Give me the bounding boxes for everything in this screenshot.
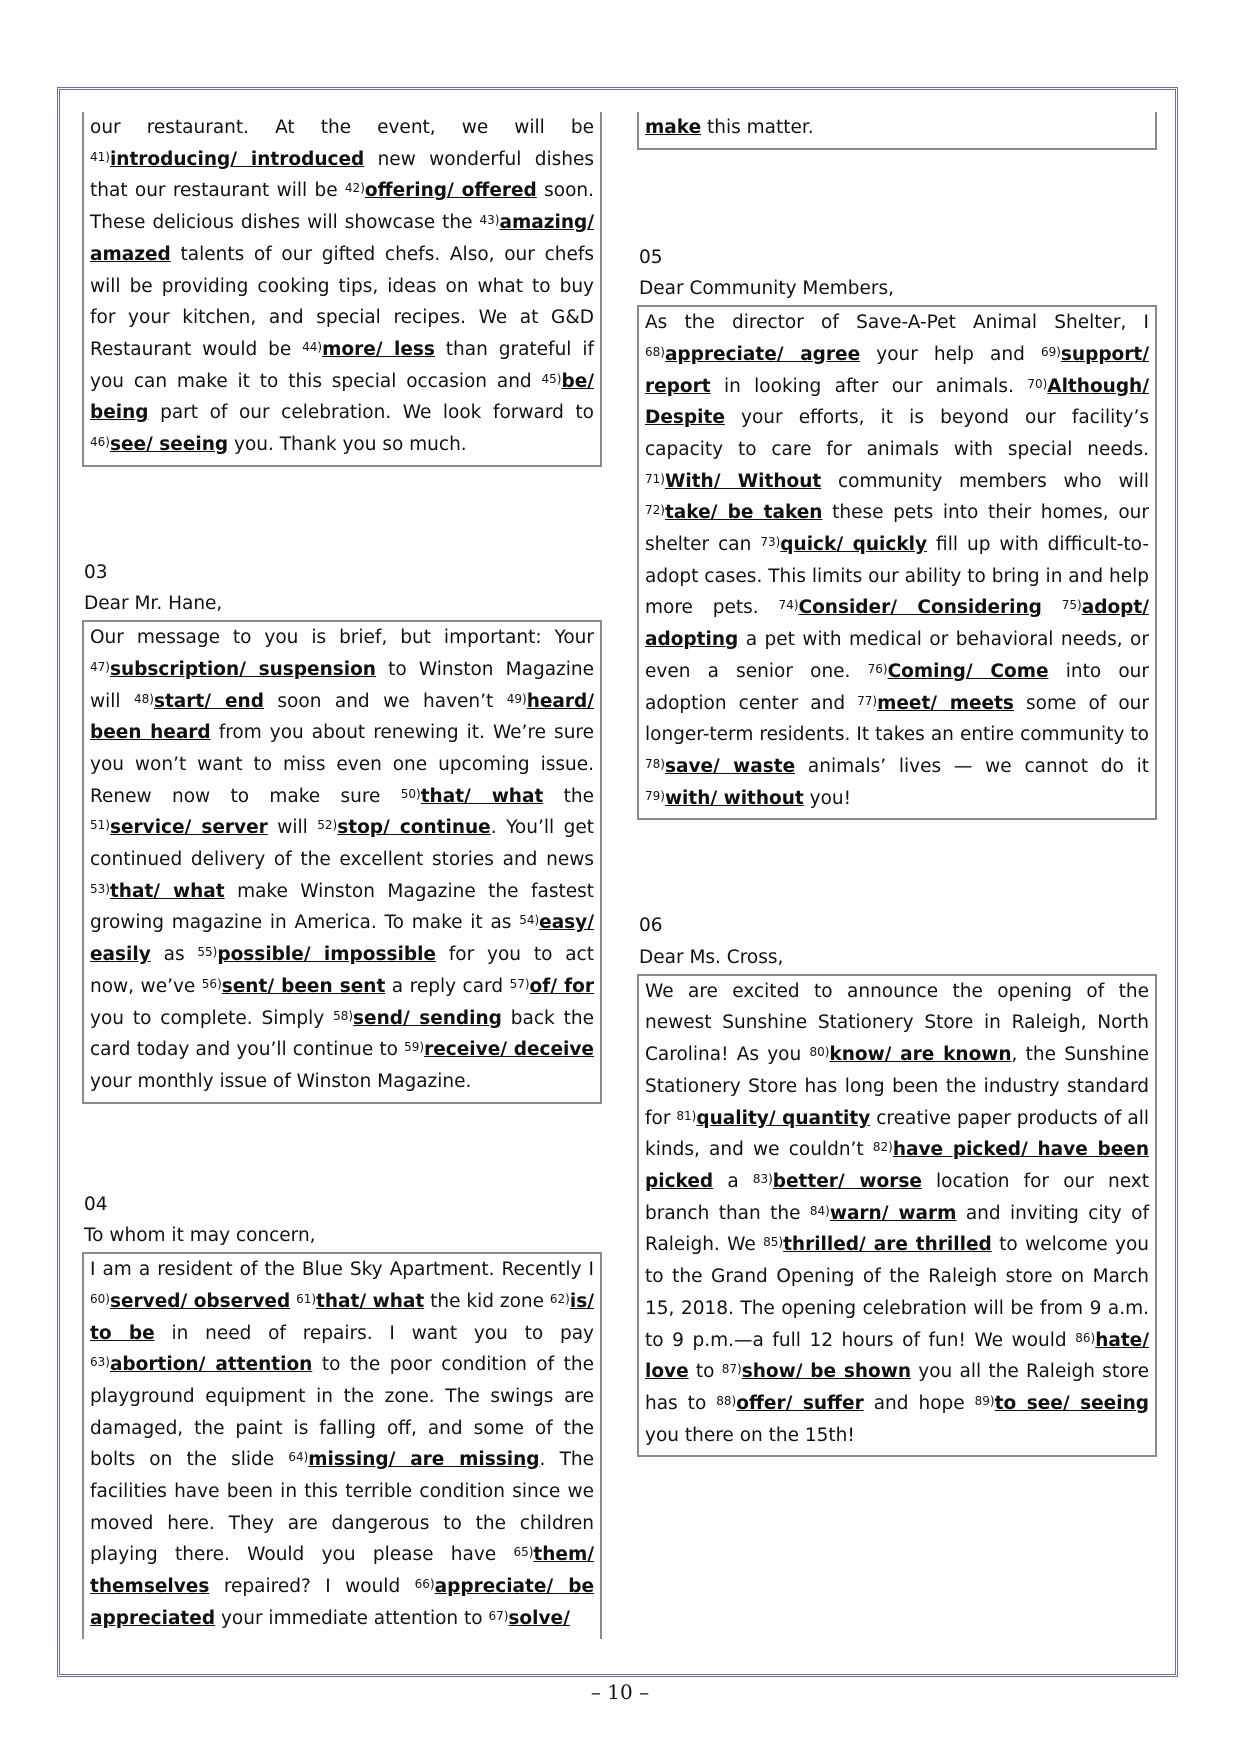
- question-number: 51): [90, 818, 110, 833]
- question-number: 60): [90, 1291, 110, 1306]
- body-text: creative paper products of all kinds, and we couldn’t: [645, 1107, 1149, 1161]
- question-number: 54): [519, 913, 540, 928]
- question-number: 69): [1040, 344, 1061, 359]
- question-number: 81): [676, 1108, 697, 1123]
- question-number: 73): [760, 535, 781, 550]
- question-number: 74): [778, 598, 799, 613]
- question-number: 57): [509, 976, 530, 991]
- body-text: for you to act now, we’ve: [90, 944, 594, 997]
- body-text: animals’ lives — we cannot do it: [795, 755, 1149, 777]
- answer-choice: that/ what: [420, 785, 544, 807]
- answer-choice: introducing/ introduced: [109, 148, 365, 170]
- letter-05-number: 05: [639, 246, 663, 268]
- letter-03-box: [82, 620, 602, 1104]
- letter-04-box: [82, 1252, 602, 1638]
- body-text: our restaurant. At the event, we will be: [90, 117, 594, 138]
- answer-choice: With/ Without: [664, 470, 822, 492]
- body-text: I am a resident of the Blue Sky Apartment. Recently I: [90, 1259, 594, 1281]
- answer-choice: service/ server: [109, 817, 268, 839]
- question-number: 55): [197, 945, 218, 960]
- question-number: 77): [857, 693, 878, 708]
- body-text: in need of repairs. I want you to pay: [154, 1322, 594, 1344]
- question-number: 56): [201, 976, 222, 991]
- body-text: your efforts, it is beyond our facility’s capacity to care for animals with special needs.: [645, 407, 1149, 460]
- question-number: 61): [296, 1291, 317, 1306]
- letter-05-box: [637, 305, 1157, 820]
- body-text: you there on the 15th!: [645, 1424, 855, 1446]
- answer-choice: stop/ continue: [337, 817, 491, 839]
- question-number: 42): [344, 181, 365, 196]
- letter-05-salutation: Dear Community Members,: [639, 278, 895, 300]
- question-number: 79): [645, 788, 665, 803]
- letter-06-salutation: Dear Ms. Cross,: [639, 947, 784, 969]
- answer-choice: receive/ deceive: [424, 1039, 594, 1061]
- body-text: into our adoption center and: [645, 660, 1149, 714]
- answer-choice: offering/ offered: [364, 180, 537, 202]
- body-text: community members who will: [821, 470, 1149, 492]
- question-number: 45): [541, 371, 562, 386]
- body-text: repaired? I would: [209, 1576, 415, 1598]
- body-text: a pet with medical or behavioral needs, or even a senior one.: [645, 629, 1149, 682]
- question-number: 66): [414, 1577, 435, 1592]
- body-text: We are excited to announce the opening of the newest Sunshine Stationery Store in Raleigh, North Carolina! As you: [645, 980, 1149, 1066]
- question-number: 75): [1061, 598, 1082, 613]
- answer-choice: amazing/ amazed: [90, 212, 594, 265]
- body-text: in looking after our animals.: [710, 375, 1028, 397]
- answer-choice: adopt/ adopting: [645, 597, 1149, 651]
- letter-04-continued: [637, 112, 1157, 150]
- body-text: make Winston Magazine the fastest growing magazine in America. To make it as: [90, 880, 594, 934]
- page-number: – 10 –: [590, 1680, 650, 1704]
- answer-choice: easy/ easily: [90, 912, 594, 966]
- question-number: 70): [1027, 376, 1048, 391]
- body-text: your monthly issue of Winston Magazine.: [90, 1070, 472, 1092]
- body-text: a: [713, 1170, 753, 1192]
- body-text: As the director of Save-A-Pet Animal Shelter, I: [645, 312, 1149, 334]
- answer-choice: see/ seeing: [109, 434, 229, 456]
- question-number: 71): [645, 471, 665, 486]
- answer-choice: is/ to be: [90, 1290, 594, 1344]
- body-text: soon. These delicious dishes will showcase the: [90, 180, 594, 234]
- letter-04-continued-body: [645, 112, 1149, 144]
- answer-choice: appreciate/ agree: [664, 343, 861, 365]
- body-text: from you about renewing it. We’re sure you won’t want to miss even one upcoming issue. Renew now to make sure: [90, 722, 594, 807]
- question-number: 86): [1075, 1330, 1096, 1345]
- answer-choice: abortion/ attention: [109, 1354, 313, 1376]
- letter-04-salutation: To whom it may concern,: [84, 1225, 316, 1247]
- body-text: back the card today and you’ll continue to: [90, 1007, 594, 1061]
- body-text: as: [150, 944, 198, 966]
- body-text: a reply card: [385, 975, 510, 997]
- body-text: new wonderful dishes that our restaurant will be: [90, 148, 594, 202]
- body-text: this matter.: [701, 117, 814, 138]
- question-number: 53): [90, 881, 110, 896]
- body-text: fill up with difficult-to-adopt cases. This limits our ability to bring in and help more pets.: [645, 534, 1149, 619]
- letter-03-body: [90, 622, 594, 1098]
- answer-choice: heard/ been heard: [90, 690, 595, 744]
- question-number: 44): [302, 339, 323, 354]
- question-number: 52): [317, 818, 338, 833]
- answer-choice: know/ are known: [829, 1044, 1012, 1066]
- letter-03-number: 03: [84, 561, 108, 583]
- question-number: 67): [488, 1608, 509, 1623]
- answer-choice: start/ end: [153, 690, 264, 712]
- body-text: these pets into their homes, our shelter can: [645, 502, 1150, 556]
- question-number: 89): [974, 1393, 995, 1408]
- question-number: 64): [288, 1450, 309, 1465]
- body-text: and inviting city of Raleigh. We: [645, 1202, 1149, 1256]
- answer-choice: save/ waste: [664, 755, 796, 777]
- body-text: talents of our gifted chefs. Also, our chefs will be providing cooking tips, ideas on what to buy for your kitchen, and special recipes. We at G&D Restaurant would be: [90, 243, 594, 360]
- answer-choice: of/ for: [529, 975, 595, 997]
- answer-choice: missing/ are missing: [308, 1449, 540, 1471]
- question-number: 78): [645, 756, 665, 771]
- letter-06-box: [637, 974, 1157, 1458]
- question-number: 84): [809, 1203, 830, 1218]
- body-text: location for our next branch than the: [645, 1170, 1149, 1224]
- body-text: the: [543, 785, 594, 807]
- body-text: soon and we haven’t: [263, 690, 507, 712]
- answer-choice: with/ without: [664, 787, 804, 809]
- body-text: some of our longer-term residents. It takes an entire community to: [645, 692, 1150, 746]
- question-number: 43): [479, 213, 500, 228]
- question-number: 72): [645, 503, 665, 518]
- body-text: you all the Raleigh store has to: [645, 1361, 1149, 1414]
- question-number: 76): [867, 661, 888, 676]
- answer-choice: that/ what: [109, 880, 225, 902]
- question-number: 82): [872, 1140, 893, 1155]
- body-text: , the Sunshine Stationery Store has long been the industry standard for: [645, 1044, 1149, 1129]
- letter-04-number: 04: [84, 1193, 108, 1215]
- question-number: 87): [721, 1362, 742, 1377]
- body-text: your help and: [860, 343, 1041, 365]
- answer-choice: them/ themselves: [90, 1544, 594, 1598]
- body-text: you to complete. Simply: [90, 1007, 334, 1029]
- answer-choice: to see/ seeing: [994, 1392, 1149, 1414]
- answer-choice: Coming/ Come: [887, 660, 1049, 682]
- body-text: part of our celebration. We look forward to: [148, 402, 594, 424]
- body-text: [1042, 597, 1062, 618]
- answer-choice: be/ being: [90, 370, 594, 424]
- question-number: 80): [809, 1045, 830, 1060]
- question-number: 50): [400, 786, 421, 801]
- letter-06-number: 06: [639, 915, 663, 937]
- answer-choice: sent/ been sent: [221, 975, 386, 997]
- answer-choice: quick/ quickly: [780, 534, 928, 556]
- body-text: and hope: [863, 1392, 975, 1414]
- answer-choice: send/ sending: [353, 1007, 502, 1029]
- question-number: 49): [506, 691, 527, 706]
- answer-choice: Although/ Despite: [645, 375, 1149, 429]
- answer-choice: quality/ quantity: [696, 1107, 871, 1129]
- answer-choice: meet/ meets: [877, 692, 1014, 714]
- body-text: to welcome you to the Grand Opening of the Raleigh store on March 15, 2018. The opening celebration will be from 9 a.m. to 9 p.m.—a full 12 hours of fun! We would: [645, 1234, 1149, 1351]
- body-text: to Winston Magazine will: [90, 658, 594, 712]
- question-number: 58): [333, 1008, 354, 1023]
- question-number: 85): [763, 1235, 784, 1250]
- answer-choice: Consider/ Considering: [798, 597, 1042, 619]
- answer-choice: take/ be taken: [664, 502, 823, 524]
- body-text: you!: [803, 787, 852, 809]
- answer-choice: make: [645, 117, 702, 138]
- body-text: will: [267, 817, 318, 839]
- answer-choice: thrilled/ are thrilled: [783, 1234, 992, 1256]
- question-number: 63): [90, 1355, 110, 1370]
- letter-02-continued: [82, 112, 602, 467]
- answer-choice: more/ less: [322, 338, 435, 360]
- body-text: than grateful if you can make it to this special occasion and: [90, 338, 594, 392]
- answer-choice: possible/ impossible: [217, 944, 436, 966]
- answer-choice: that/ what: [316, 1290, 425, 1312]
- answer-choice: appreciate/ be appreciated: [90, 1576, 594, 1629]
- question-number: 62): [549, 1291, 570, 1306]
- body-text: to: [688, 1361, 722, 1383]
- letter-05-body: [645, 307, 1149, 814]
- letter-02-body: [90, 112, 594, 461]
- letter-04-body: [90, 1254, 594, 1634]
- question-number: 47): [90, 659, 110, 674]
- left-column: [82, 112, 602, 1639]
- body-text: the kid zone: [424, 1290, 550, 1312]
- letter-03-salutation: Dear Mr. Hane,: [84, 593, 223, 615]
- answer-choice: solve/: [508, 1607, 570, 1629]
- body-text: you. Thank you so much.: [228, 434, 467, 456]
- answer-choice: offer/ suffer: [736, 1392, 864, 1414]
- body-text: your immediate attention to: [215, 1607, 489, 1629]
- answer-choice: served/ observed: [109, 1290, 291, 1312]
- question-number: 41): [90, 149, 110, 164]
- answer-choice: better/ worse: [772, 1170, 922, 1192]
- question-number: 59): [404, 1040, 425, 1055]
- question-number: 46): [90, 435, 110, 450]
- answer-choice: warn/ warm: [829, 1202, 957, 1224]
- question-number: 48): [134, 691, 154, 706]
- answer-choice: have picked/ have been picked: [645, 1139, 1149, 1192]
- answer-choice: show/ be shown: [741, 1361, 912, 1383]
- answer-choice: hate/ love: [645, 1329, 1149, 1383]
- answer-choice: subscription/ suspension: [109, 658, 376, 680]
- right-column: [637, 112, 1157, 1457]
- question-number: 65): [513, 1545, 534, 1560]
- body-text: to the poor condition of the playground equipment in the zone. The swings are damaged, the paint is falling off, and some of the bolts on the slide: [90, 1354, 594, 1471]
- question-number: 68): [645, 344, 665, 359]
- body-text: . The facilities have been in this terrible condition since we moved here. They are dangerous to the children playing there. Would you please have: [90, 1449, 594, 1566]
- question-number: 83): [752, 1171, 773, 1186]
- body-text: . You’ll get continued delivery of the excellent stories and news: [90, 817, 594, 871]
- letter-06-body: [645, 976, 1149, 1452]
- question-number: 88): [716, 1393, 737, 1408]
- answer-choice: support/ report: [645, 343, 1149, 397]
- body-text: Our message to you is brief, but important: Your: [90, 627, 594, 649]
